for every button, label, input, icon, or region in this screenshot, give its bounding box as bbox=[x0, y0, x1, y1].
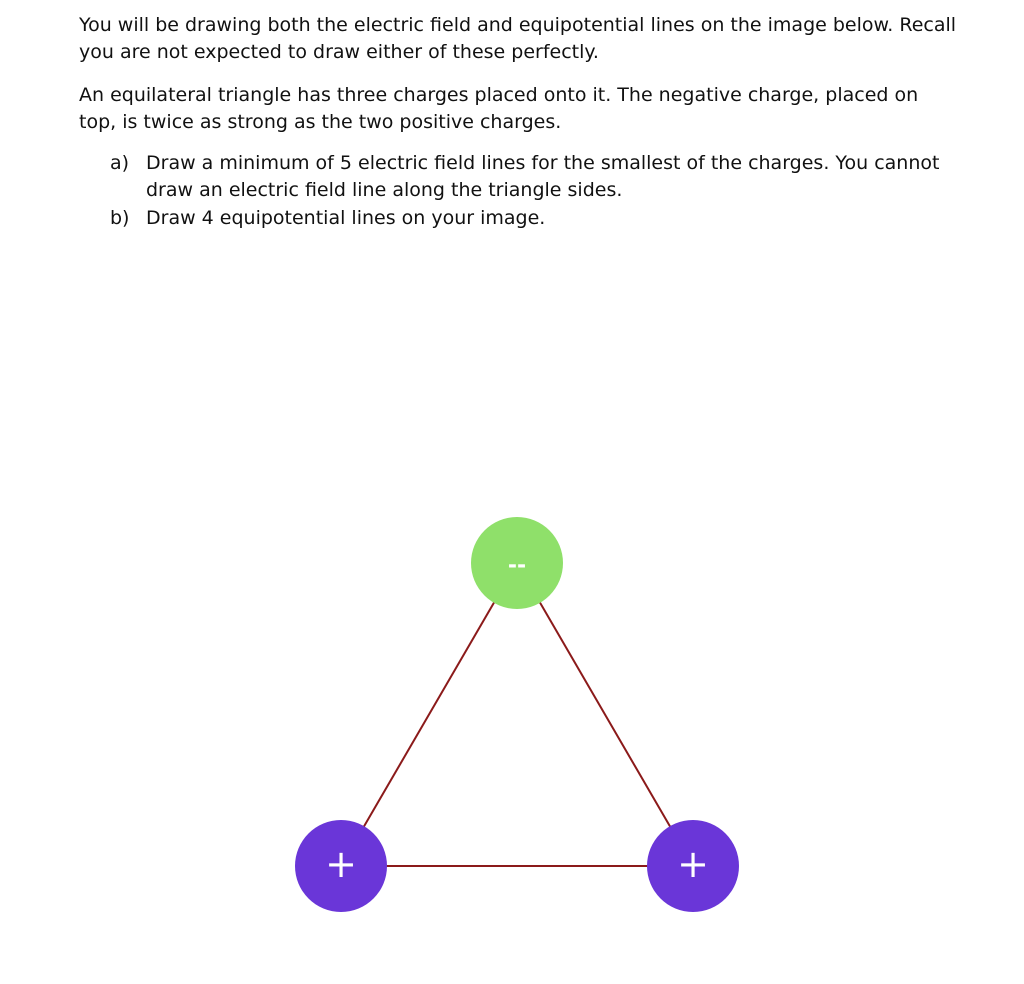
positive-charge-right-sign: + bbox=[677, 842, 709, 886]
intro-paragraph: You will be drawing both the electric field and equipotential lines on the image below. Recall you are not expected to draw either of these perfectly. bbox=[79, 14, 957, 63]
triangle-edge-left bbox=[341, 563, 517, 866]
triangle-edge-right bbox=[517, 563, 693, 866]
negative-charge-top bbox=[471, 517, 563, 609]
problem-paragraph: An equilateral triangle has three charges placed onto it. The negative charge, placed on top, is twice as strong as the two positive charges. bbox=[79, 84, 919, 133]
negative-charge-sign: -- bbox=[507, 553, 527, 579]
question-a-marker: a) bbox=[110, 152, 130, 174]
positive-charge-bottom-left bbox=[295, 820, 387, 912]
positive-charge-bottom-right bbox=[647, 820, 739, 912]
positive-charge-left-sign: + bbox=[325, 842, 357, 886]
question-b-text: Draw 4 equipotential lines on your image. bbox=[146, 207, 546, 229]
question-b-marker: b) bbox=[110, 207, 130, 229]
question-a-text: Draw a minimum of 5 electric field lines for the smallest of the charges. You cannot draw an electric field line along the triangle sides. bbox=[146, 152, 940, 201]
